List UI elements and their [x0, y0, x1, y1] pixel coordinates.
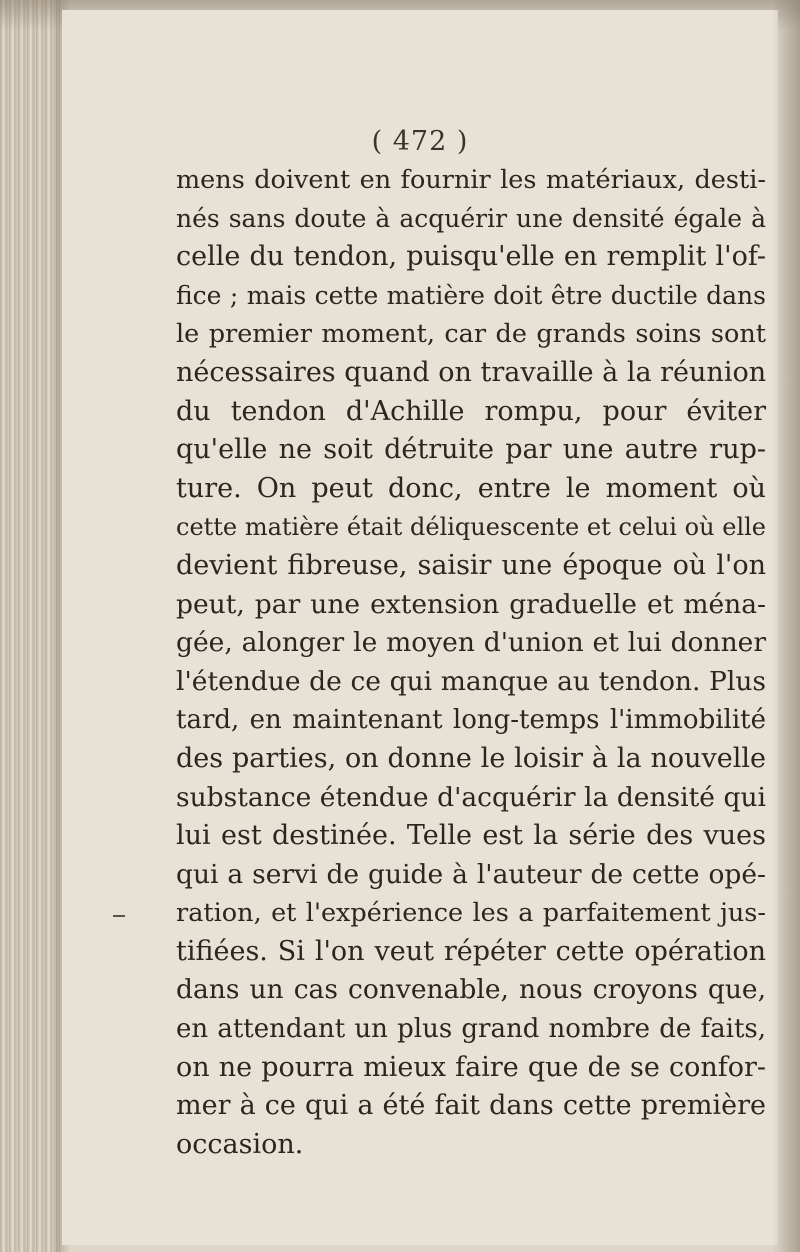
text-line: on ne pourra mieux faire que de se confor- — [176, 1051, 766, 1083]
text-line: nés sans doute à acquérir une densité égale à — [176, 203, 766, 233]
text-line: qui a servi de guide à l'auteur de cette opé- — [176, 858, 766, 890]
text-line: le premier moment, car de grands soins sont — [176, 319, 766, 350]
text-line: gée, alonger le moyen d'union et lui donner — [176, 627, 766, 659]
text-line: mer à ce qui a été fait dans cette première — [176, 1090, 766, 1122]
text-line: mens doivent en fournir les matériaux, desti- — [176, 165, 766, 195]
body-text — [176, 161, 766, 1164]
text-line: en attendant un plus grand nombre de faits, — [176, 1014, 766, 1045]
text-line: lui est destinée. Telle est la série des vues — [176, 820, 766, 852]
text-line: fice ; mais cette matière doit être ductile dans — [176, 280, 766, 310]
text-line: dans un cas convenable, nous croyons que, — [176, 974, 766, 1006]
text-line: peut, par une extension graduelle et ména- — [176, 588, 766, 620]
margin-mark — [113, 915, 125, 917]
text-line: ture. On peut donc, entre le moment où — [176, 472, 766, 504]
text-line: occasion. — [176, 1128, 304, 1160]
text-line: cette matière était déliquescente et celui où elle — [176, 513, 766, 542]
text-line: des parties, on donne le loisir à la nouvelle — [176, 742, 766, 774]
text-line: celle du tendon, puisqu'elle en remplit l'of- — [176, 241, 766, 273]
text-line: l'étendue de ce qui manque au tendon. Plus — [176, 665, 766, 697]
text-line: devient fibreuse, saisir une époque où l'on — [176, 549, 766, 581]
text-line: nécessaires quand on travaille à la réunion — [176, 356, 767, 388]
page-number: ( 472 ) — [371, 126, 469, 157]
text-line: du tendon d'Achille rompu, pour éviter — [176, 395, 766, 427]
text-line: tifiées. Si l'on veut répéter cette opération — [176, 935, 766, 967]
text-line: ration, et l'expérience les a parfaitement jus- — [176, 898, 766, 929]
text-line: qu'elle ne soit détruite par une autre rup- — [176, 434, 766, 466]
text-line: tard, en maintenant long-temps l'immobilité — [176, 705, 766, 736]
text-line: substance étendue d'acquérir la densité qui — [176, 781, 766, 813]
book-binding — [0, 0, 60, 1252]
page-right-shadow — [772, 0, 800, 1252]
